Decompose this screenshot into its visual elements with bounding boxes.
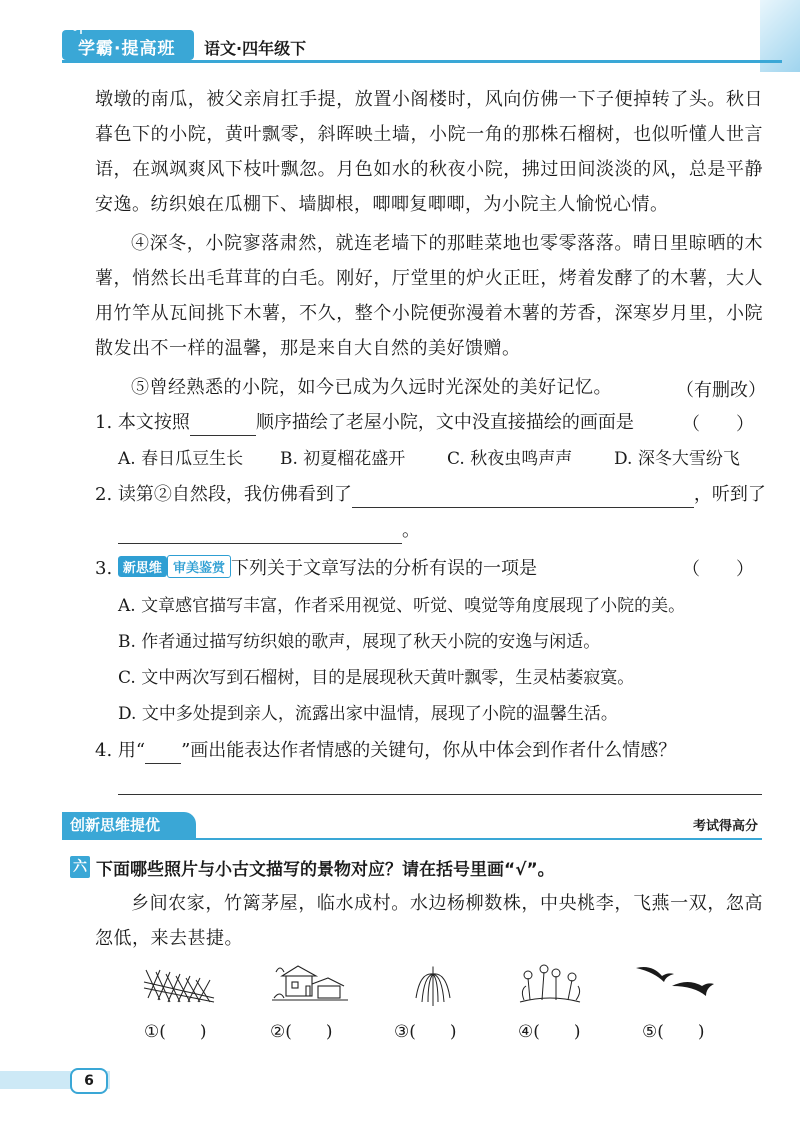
question-3-number: 3. — [95, 558, 113, 579]
question-1 — [95, 410, 634, 436]
question-1-blank[interactable] — [190, 415, 256, 436]
cottage-icon — [268, 962, 352, 1004]
question-1-text: 顺序描绘了老屋小院，文中没直接描绘的画面是 — [255, 412, 634, 433]
question-3-option-d: D. 文中多处提到亲人，流露出家中温情，展现了小院的温馨生活。 — [118, 704, 618, 724]
header-divider — [62, 60, 782, 63]
question-3-text: 下列关于文章写法的分析有误的一项是 — [230, 558, 537, 579]
question-6-number: 六 — [70, 856, 90, 878]
question-1-option-b: B. 初夏榴花盛开 — [280, 449, 406, 469]
question-2-blank-hear[interactable] — [118, 523, 402, 544]
question-4-lead: 4. 用“ — [95, 740, 146, 761]
question-2-mid: ，听到了 — [693, 484, 766, 505]
passage-paragraph-5 — [95, 370, 763, 405]
page-number: 6 — [70, 1068, 108, 1094]
question-2 — [95, 482, 766, 508]
fence-icon — [140, 962, 220, 1004]
question-2-blank-see[interactable] — [352, 487, 694, 508]
section-subtitle: 考试得高分 — [692, 819, 758, 834]
swallows-icon — [632, 962, 718, 1004]
question-3-option-c: C. 文中两次写到石榴树，目的是展现秋天黄叶飘零，生灵枯萎寂寞。 — [118, 668, 635, 688]
section-title: 创新思维提优 — [62, 812, 196, 838]
question-1-option-a: A. 春日瓜豆生长 — [118, 449, 244, 469]
picture-2-label[interactable]: ②( ) — [270, 1022, 333, 1042]
question-2-lead: 2. 读第②自然段，我仿佛看到了 — [95, 484, 352, 505]
passage-paragraph-3: 墩墩的南瓜，被父亲肩扛手提，放置小阁楼时，风向仿佛一下子便掉转了头。秋日暮色下的小院，黄叶飘零，斜晖映土墙，小院一角的那株石榴树，也似听懂人世言语，在飒飒爽风下枝叶飘忽。月色如水的秋夜小院，拂过田间淡淡的风，总是平静安逸。纺织娘在瓜棚下、墙脚根，唧唧复唧唧，为小院主人愉悦心情。 — [95, 89, 763, 215]
question-1-option-d: D. 深冬大雪纷飞 — [614, 449, 740, 469]
subject-title: 语文·四年级下 — [204, 39, 307, 58]
passage-paragraph-4: ④深冬，小院寥落肃然，就连老墙下的那畦菜地也零零落落。晴日里晾晒的木薯，悄然长出毛茸茸的白毛。刚好，厅堂里的炉火正旺，烤着发酵了的木薯，大人用竹竿从瓦间挑下木薯，不久，整个小院便弥漫着木薯的芳香，深寒岁月里，小院散发出不一样的温馨，那是来自大自然的美好馈赠。 — [95, 233, 763, 359]
flowers-icon — [516, 962, 584, 1006]
picture-4-label[interactable]: ④( ) — [518, 1022, 581, 1042]
question-3 — [95, 555, 537, 582]
picture-1-label[interactable]: ①( ) — [144, 1022, 207, 1042]
question-2-end: 。 — [402, 520, 420, 541]
brand-title: 学霸·提高班 — [78, 39, 176, 59]
aesthetic-tag: 审美鉴赏 — [167, 555, 231, 578]
paragraph-5-text: ⑤曾经熟悉的小院，如今已成为久远时光深处的美好记忆。 — [131, 377, 612, 398]
question-4 — [95, 738, 676, 764]
question-6-title: 下面哪些照片与小古文描写的景物对应？请在括号里画“√”。 — [96, 860, 555, 880]
willow-icon — [408, 962, 458, 1008]
question-4-underline-sample — [145, 743, 181, 764]
picture-3-label[interactable]: ③( ) — [394, 1022, 457, 1042]
question-4-answer-line[interactable] — [118, 794, 762, 795]
question-4-text: ”画出能表达作者情感的关键句，你从中体会到作者什么情感？ — [181, 740, 677, 761]
question-2-line-2 — [118, 518, 420, 544]
source-note: （有删改） — [676, 380, 766, 401]
question-1-lead: 1. 本文按照 — [95, 412, 190, 433]
question-1-option-c: C. 秋夜虫鸣声声 — [447, 449, 573, 469]
new-thinking-tag: 新思维 — [118, 556, 167, 577]
question-3-answer-paren[interactable]: （ ） — [682, 559, 754, 580]
question-3-option-b: B. 作者通过描写纺织娘的歌声，展现了秋天小院的安逸与闲适。 — [118, 632, 601, 652]
question-3-option-a: A. 文章感官描写丰富，作者采用视觉、听觉、嗅觉等角度展现了小院的美。 — [118, 596, 686, 616]
classical-text: 乡间农家，竹篱茅屋，临水成村。水边杨柳数株，中央桃李，飞燕一双，忽高忽低，来去甚捷。 — [95, 893, 763, 949]
question-1-answer-paren[interactable]: （ ） — [682, 414, 754, 435]
page-header — [0, 0, 800, 72]
picture-5-label[interactable]: ⑤( ) — [642, 1022, 705, 1042]
